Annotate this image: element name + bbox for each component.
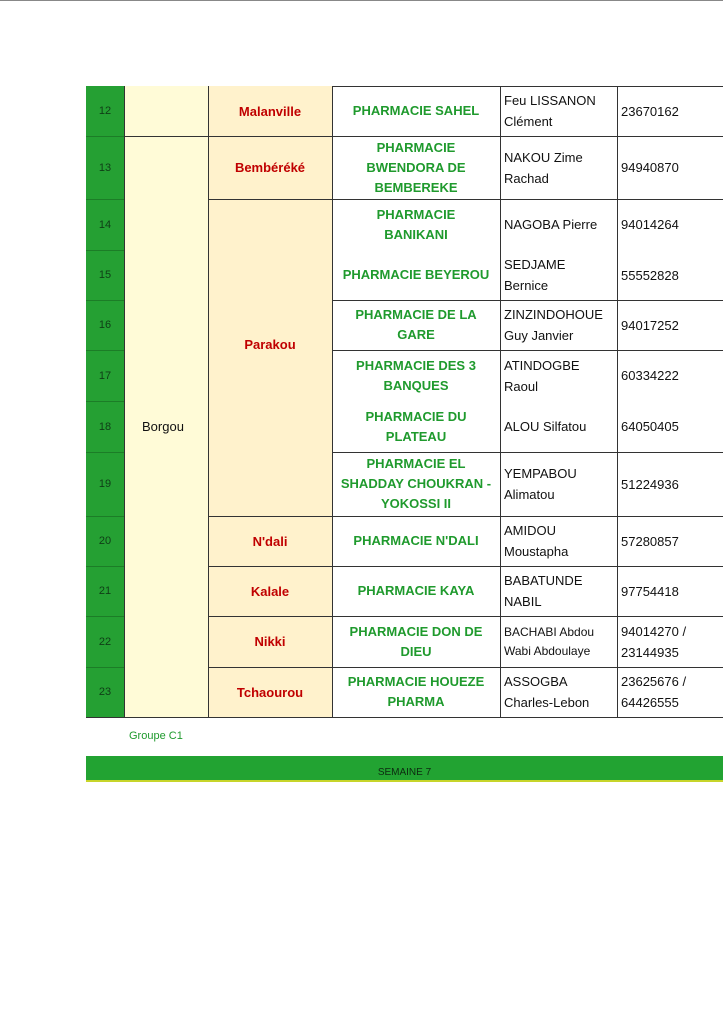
row-number: 20	[86, 516, 124, 566]
grid-line	[332, 452, 723, 453]
pharmacist-name: BABATUNDE NABIL	[500, 566, 617, 616]
commune-cell: Tchaourou	[208, 667, 332, 717]
row-number: 21	[86, 566, 124, 616]
phone-number: 23670162	[617, 86, 723, 136]
row-separator	[86, 250, 124, 251]
region-cell	[124, 86, 208, 136]
row-number: 14	[86, 199, 124, 250]
grid-line	[208, 199, 723, 200]
phone-number: 97754418	[617, 566, 723, 616]
pharmacy-name: PHARMACIE DU PLATEAU	[332, 401, 500, 452]
row-separator	[86, 516, 124, 517]
phone-number: 60334222	[617, 350, 723, 401]
commune-cell: Bembéréké	[208, 136, 332, 199]
grid-line	[86, 717, 723, 718]
grid-line	[500, 86, 501, 717]
row-number: 19	[86, 452, 124, 516]
row-number: 17	[86, 350, 124, 401]
pharmacist-name: ASSOGBA Charles-Lebon	[500, 667, 617, 717]
row-separator	[86, 667, 124, 668]
page-top-border	[0, 0, 723, 1]
grid-line	[332, 86, 723, 87]
region-cell-borgou: Borgou	[124, 136, 208, 717]
pharmacy-name: PHARMACIE HOUEZE PHARMA	[332, 667, 500, 717]
pharmacist-name: ATINDOGBE Raoul	[500, 350, 617, 401]
grid-line	[208, 86, 209, 717]
pharmacy-name: PHARMACIE KAYA	[332, 566, 500, 616]
grid-line	[208, 667, 723, 668]
phone-number: 94017252	[617, 300, 723, 350]
commune-cell-parakou: Parakou	[208, 199, 332, 516]
phone-number: 23625676 / 64426555	[617, 667, 723, 717]
phone-number: 64050405	[617, 401, 723, 452]
phone-number: 94940870	[617, 136, 723, 199]
grid-line	[208, 516, 723, 517]
row-number: 18	[86, 401, 124, 452]
pharmacist-name: Feu LISSANON Clément	[500, 86, 617, 136]
row-separator	[86, 350, 124, 351]
row-number: 13	[86, 136, 124, 199]
pharmacy-name: PHARMACIE N'DALI	[332, 516, 500, 566]
pharmacist-name: SEDJAME Bernice	[500, 250, 617, 300]
row-separator	[86, 452, 124, 453]
commune-cell: Malanville	[208, 86, 332, 136]
phone-number: 94014270 / 23144935	[617, 616, 723, 667]
pharmacist-name: AMIDOU Moustapha	[500, 516, 617, 566]
week-banner	[86, 756, 723, 782]
row-number: 12	[86, 86, 124, 136]
phone-number: 94014264	[617, 199, 723, 250]
grid-line	[208, 616, 723, 617]
pharmacy-name: PHARMACIE SAHEL	[332, 86, 500, 136]
pharmacy-name: PHARMACIE BEYEROU	[332, 250, 500, 300]
pharmacist-name: NAKOU Zime Rachad	[500, 136, 617, 199]
row-separator	[86, 616, 124, 617]
grid-line	[332, 86, 333, 717]
commune-cell: N'dali	[208, 516, 332, 566]
pharmacy-name: PHARMACIE BWENDORA DE BEMBEREKE	[332, 136, 500, 199]
commune-cell: Kalale	[208, 566, 332, 616]
row-separator	[86, 300, 124, 301]
pharmacy-name: PHARMACIE DON DE DIEU	[332, 616, 500, 667]
grid-line	[332, 350, 723, 351]
row-separator	[86, 136, 124, 137]
grid-line	[124, 136, 723, 137]
row-separator	[86, 401, 124, 402]
grid-line	[332, 300, 723, 301]
row-separator	[86, 566, 124, 567]
row-number: 22	[86, 616, 124, 667]
pharmacist-name: ALOU Silfatou	[500, 401, 617, 452]
pharmacist-name: BACHABI Abdou Wabi Abdoulaye	[500, 616, 617, 667]
pharmacist-name: YEMPABOU Alimatou	[500, 452, 617, 516]
pharmacy-name: PHARMACIE BANIKANI	[332, 199, 500, 250]
grid-line	[208, 566, 723, 567]
pharmacist-name: ZINZINDOHOUE Guy Janvier	[500, 300, 617, 350]
pharmacy-name: PHARMACIE DE LA GARE	[332, 300, 500, 350]
pharmacy-name: PHARMACIE DES 3 BANQUES	[332, 350, 500, 401]
phone-number: 51224936	[617, 452, 723, 516]
group-label: Groupe C1	[129, 730, 183, 742]
pharmacy-name: PHARMACIE EL SHADDAY CHOUKRAN - YOKOSSI II	[332, 452, 500, 516]
pharmacist-name: NAGOBA Pierre	[500, 199, 617, 250]
grid-line	[124, 86, 125, 717]
row-number: 23	[86, 667, 124, 717]
phone-number: 57280857	[617, 516, 723, 566]
week-label: SEMAINE 7	[377, 767, 432, 778]
row-number: 16	[86, 300, 124, 350]
phone-number: 55552828	[617, 250, 723, 300]
row-number: 15	[86, 250, 124, 300]
commune-cell: Nikki	[208, 616, 332, 667]
row-separator	[86, 199, 124, 200]
grid-line	[617, 86, 618, 717]
